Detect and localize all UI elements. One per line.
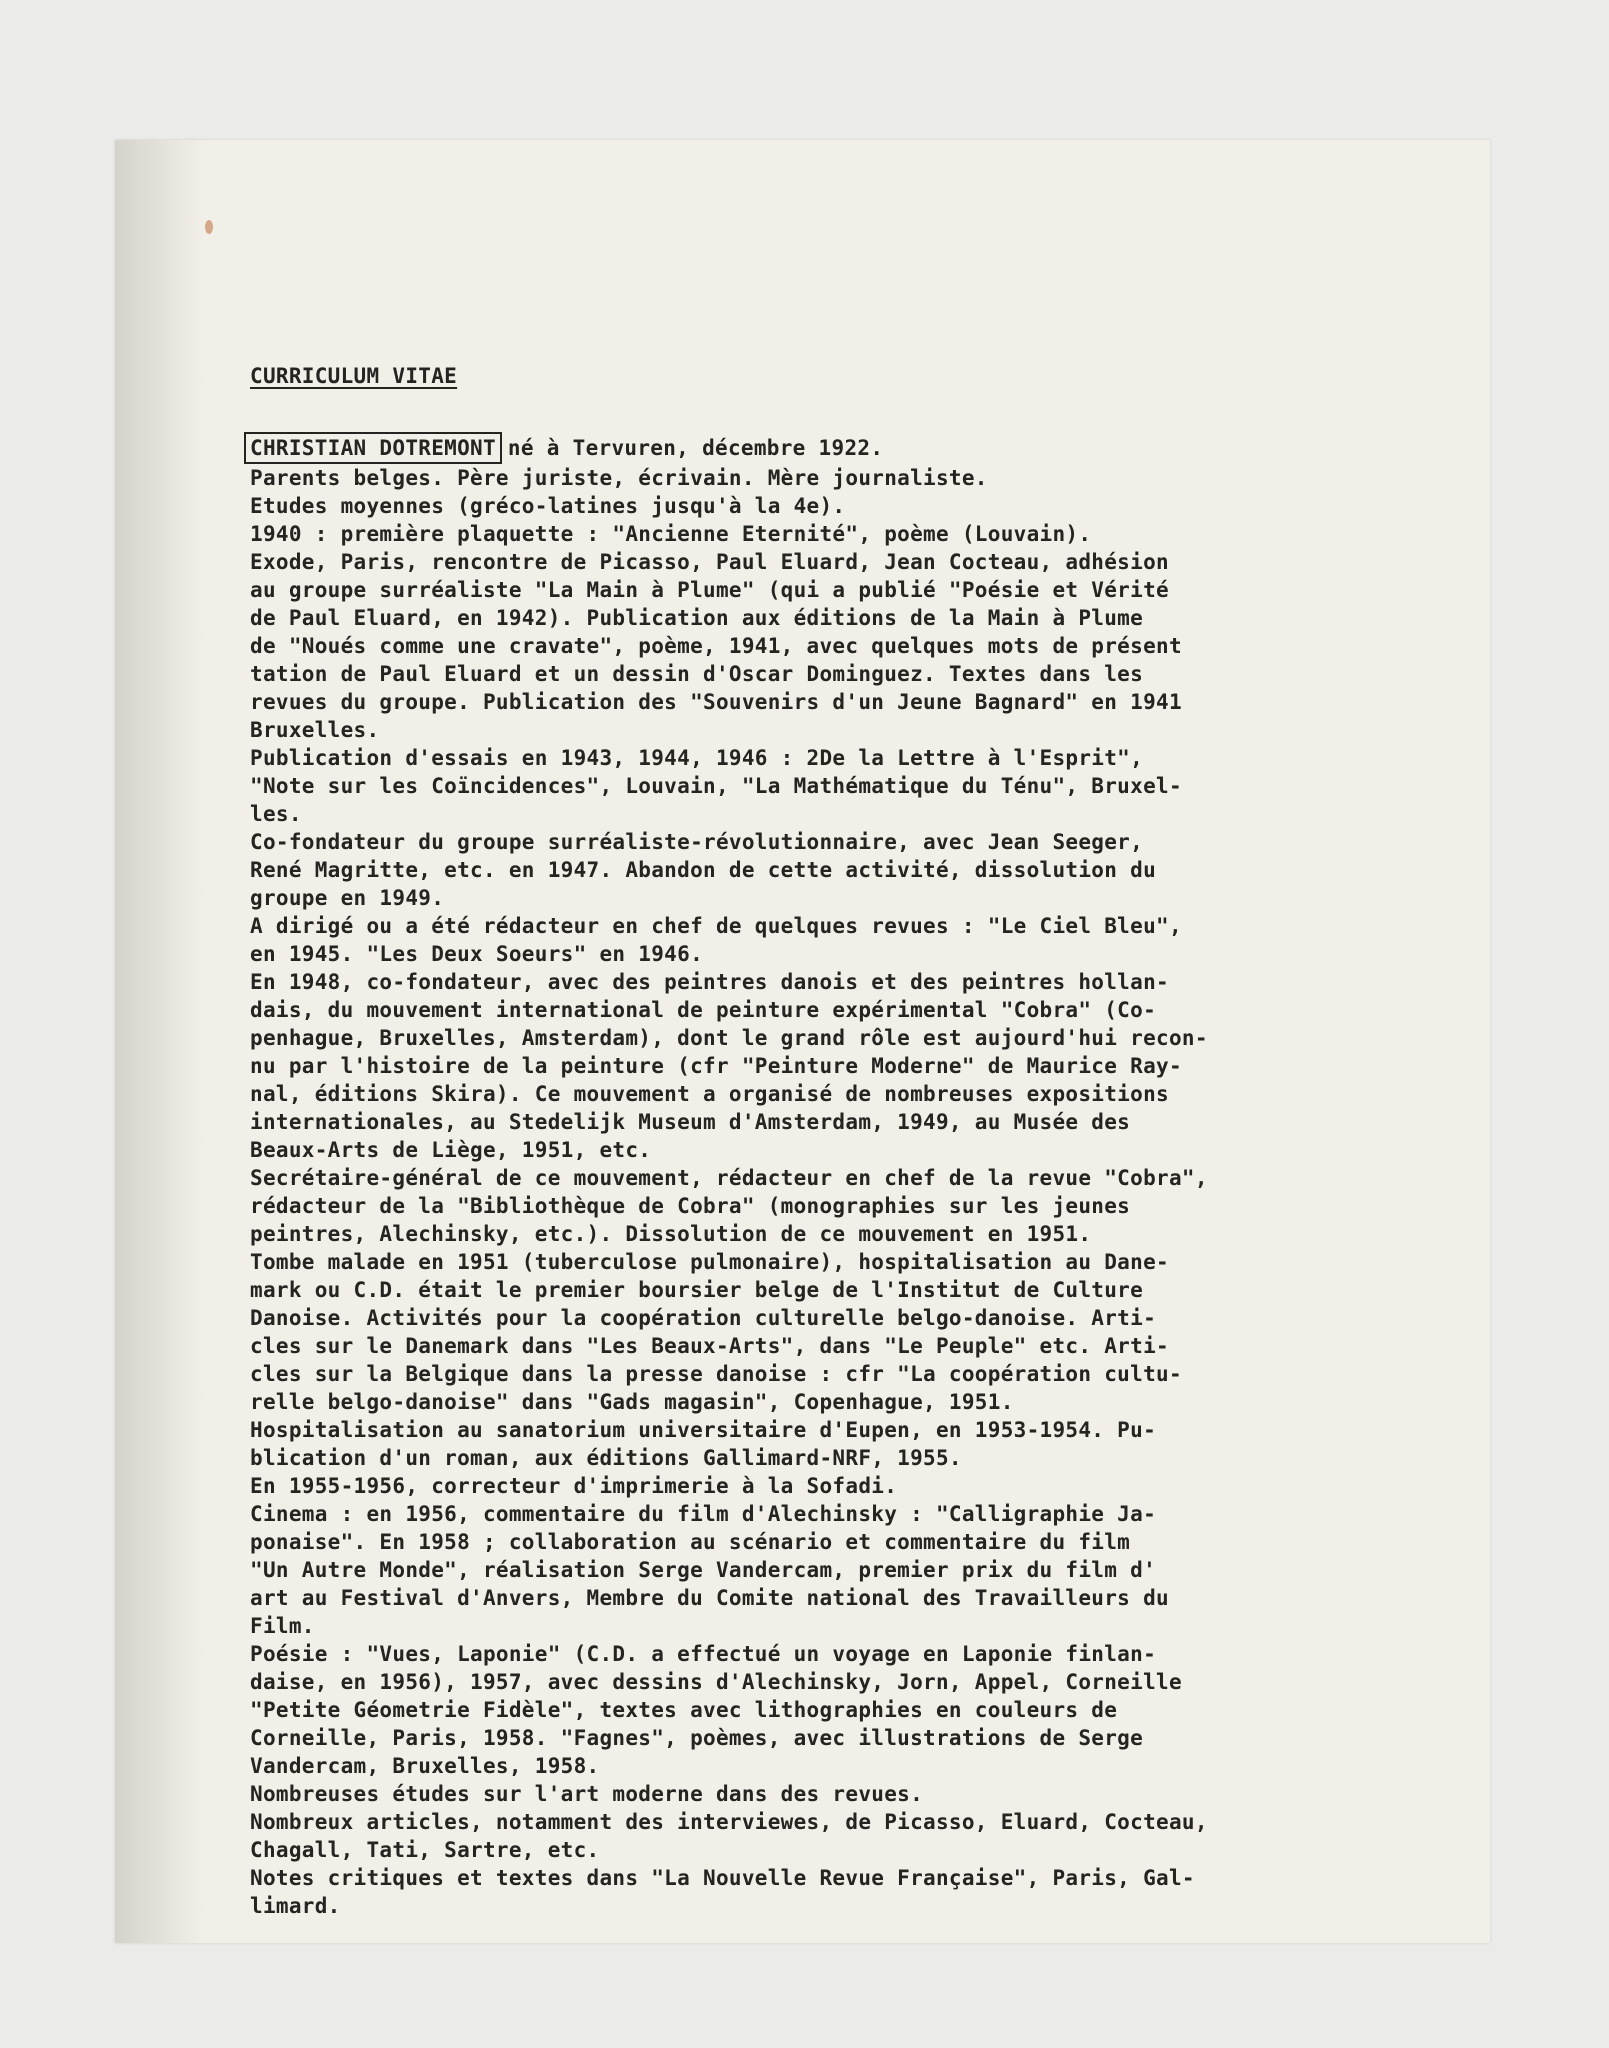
text-line: Parents belges. Père juriste, écrivain. Mère journaliste.: [250, 466, 988, 490]
text-line: René Magritte, etc. en 1947. Abandon de cette activité, dissolution du: [250, 858, 1157, 882]
text-line: blication d'un roman, aux éditions Gallimard-NRF, 1955.: [250, 1446, 962, 1470]
text-line: mark ou C.D. était le premier boursier belge de l'Institut de Culture: [250, 1278, 1144, 1302]
text-line: Chagall, Tati, Sartre, etc.: [250, 1838, 600, 1862]
text-line: Notes critiques et textes dans "La Nouvelle Revue Française", Paris, Gal-: [250, 1866, 1195, 1890]
text-line: penhague, Bruxelles, Amsterdam), dont le grand rôle est aujourd'hui recon-: [250, 1026, 1208, 1050]
text-line: Bruxelles.: [250, 718, 380, 742]
text-line: au groupe surréaliste "La Main à Plume" (qui a publié "Poésie et Vérité: [250, 578, 1169, 602]
text-line: Hospitalisation au sanatorium universitaire d'Eupen, en 1953-1954. Pu-: [250, 1418, 1157, 1442]
text-line: art au Festival d'Anvers, Membre du Comite national des Travailleurs du: [250, 1586, 1169, 1610]
text-line: daise, en 1956), 1957, avec dessins d'Alechinsky, Jorn, Appel, Corneille: [250, 1670, 1182, 1694]
text-line: Nombreuses études sur l'art moderne dans des revues.: [250, 1782, 924, 1806]
text-line: Nombreux articles, notamment des interviewes, de Picasso, Eluard, Cocteau,: [250, 1810, 1208, 1834]
text-line: rédacteur de la "Bibliothèque de Cobra" (monographies sur les jeunes: [250, 1194, 1131, 1218]
text-line: "Note sur les Coïncidences", Louvain, "La Mathématique du Ténu", Bruxel-: [250, 774, 1182, 798]
text-line: Secrétaire-général de ce mouvement, rédacteur en chef de la revue "Cobra",: [250, 1166, 1208, 1190]
text-line: limard.: [250, 1894, 341, 1918]
text-line: Tombe malade en 1951 (tuberculose pulmonaire), hospitalisation au Dane-: [250, 1250, 1169, 1274]
text-line: En 1948, co-fondateur, avec des peintres danois et des peintres hollan-: [250, 970, 1169, 994]
rust-stain: [205, 220, 213, 234]
text-line: A dirigé ou a été rédacteur en chef de quelques revues : "Le Ciel Bleu",: [250, 914, 1182, 938]
name-box: CHRISTIAN DOTREMONT: [244, 432, 502, 464]
text-line: nu par l'histoire de la peinture (cfr "Peinture Moderne" de Maurice Ray-: [250, 1054, 1182, 1078]
text-line: nal, éditions Skira). Ce mouvement a organisé de nombreuses expositions: [250, 1082, 1169, 1106]
text-line: Vandercam, Bruxelles, 1958.: [250, 1754, 600, 1778]
text-line: de Paul Eluard, en 1942). Publication aux éditions de la Main à Plume: [250, 606, 1144, 630]
text-line: cles sur la Belgique dans la presse danoise : cfr "La coopération cultu-: [250, 1362, 1182, 1386]
text-line: de "Noués comme une cravate", poème, 1941, avec quelques mots de présent: [250, 634, 1182, 658]
document-page: [115, 140, 1490, 1943]
text-line: 1940 : première plaquette : "Ancienne Eternité", poème (Louvain).: [250, 522, 1092, 546]
birth-info: né à Tervuren, décembre 1922.: [507, 436, 884, 460]
text-line: Film.: [250, 1614, 315, 1638]
text-line: Poésie : "Vues, Laponie" (C.D. a effectué un voyage en Laponie finlan-: [250, 1642, 1157, 1666]
text-line: "Petite Géometrie Fidèle", textes avec lithographies en couleurs de: [250, 1698, 1118, 1722]
document-title: CURRICULUM VITAE: [250, 364, 458, 388]
text-line: cles sur le Danemark dans "Les Beaux-Arts", dans "Le Peuple" etc. Arti-: [250, 1334, 1169, 1358]
text-line: relle belgo-danoise" dans "Gads magasin", Copenhague, 1951.: [250, 1390, 1014, 1414]
text-line: Publication d'essais en 1943, 1944, 1946 : 2De la Lettre à l'Esprit",: [250, 746, 1144, 770]
body-text: [250, 464, 1450, 1920]
text-line: Beaux-Arts de Liège, 1951, etc.: [250, 1138, 652, 1162]
text-line: "Un Autre Monde", réalisation Serge Vandercam, premier prix du film d': [250, 1558, 1157, 1582]
text-line: internationales, au Stedelijk Museum d'Amsterdam, 1949, au Musée des: [250, 1110, 1131, 1134]
text-line: les.: [250, 802, 302, 826]
text-line: Co-fondateur du groupe surréaliste-révolutionnaire, avec Jean Seeger,: [250, 830, 1144, 854]
text-line: Danoise. Activités pour la coopération culturelle belgo-danoise. Arti-: [250, 1306, 1157, 1330]
text-line: peintres, Alechinsky, etc.). Dissolution de ce mouvement en 1951.: [250, 1222, 1092, 1246]
text-line: revues du groupe. Publication des "Souvenirs d'un Jeune Bagnard" en 1941: [250, 690, 1182, 714]
text-line: Exode, Paris, rencontre de Picasso, Paul Eluard, Jean Cocteau, adhésion: [250, 550, 1169, 574]
text-line: En 1955-1956, correcteur d'imprimerie à la Sofadi.: [250, 1474, 898, 1498]
text-line: en 1945. "Les Deux Soeurs" en 1946.: [250, 942, 704, 966]
text-line: groupe en 1949.: [250, 886, 445, 910]
text-line: ponaise". En 1958 ; collaboration au scénario et commentaire du film: [250, 1530, 1131, 1554]
text-line: tation de Paul Eluard et un dessin d'Oscar Dominguez. Textes dans les: [250, 662, 1144, 686]
text-line: dais, du mouvement international de peinture expérimental "Cobra" (Co-: [250, 998, 1157, 1022]
text-line: Etudes moyennes (gréco-latines jusqu'à la 4e).: [250, 494, 846, 518]
typewritten-text: [250, 362, 1450, 1920]
name-line: [250, 432, 1450, 464]
text-line: Cinema : en 1956, commentaire du film d'Alechinsky : "Calligraphie Ja-: [250, 1502, 1157, 1526]
text-line: Corneille, Paris, 1958. "Fagnes", poèmes, avec illustrations de Serge: [250, 1726, 1144, 1750]
